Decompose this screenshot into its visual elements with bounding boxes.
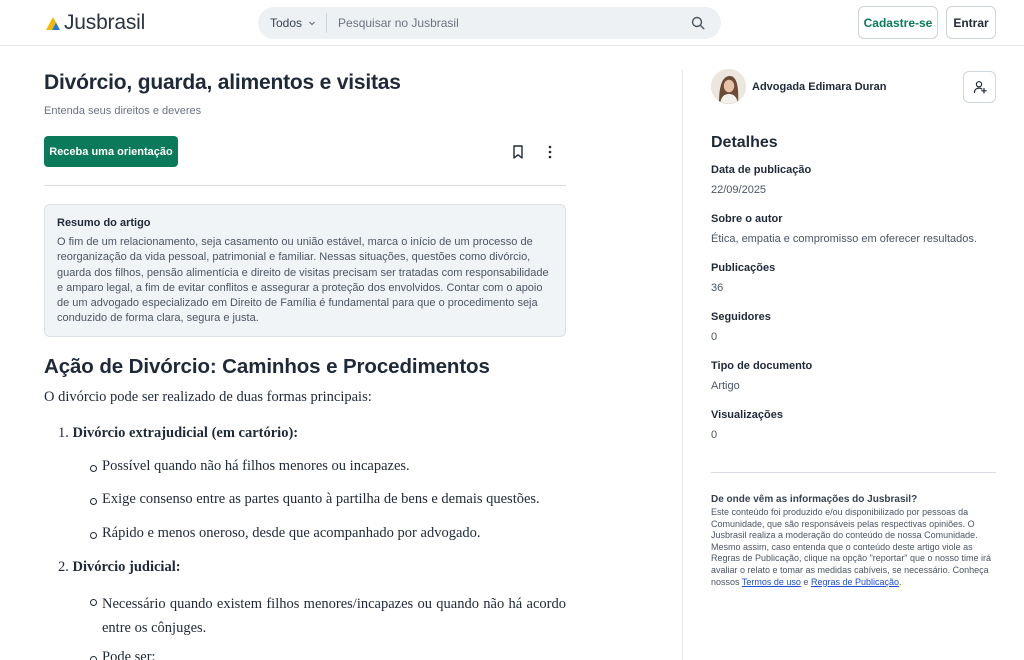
bullet-item: Possível quando não há filhos menores ou incapazes. [102,458,410,474]
search-input[interactable] [327,9,683,37]
info-connector: e [803,576,809,587]
details-title: Detalhes [711,134,778,151]
divider [44,185,566,186]
sidebar-divider [682,70,683,660]
top-header [0,0,1024,46]
get-guidance-button[interactable]: Receba uma orientação [44,136,178,167]
logo-text: Jusbrasil [64,11,146,34]
login-button[interactable]: Entrar [946,6,996,39]
logo-icon [44,14,62,32]
info-body: Este conteúdo foi produzido e/ou disponibilizado por pessoas da Comunidade, que são responsáveis pelas respectivas opiniões. O Jusbrasil realiza a moderação do conteúdo de nossa Comunidade. Mesmo assim, caso entenda que o conteúdo deste artigo viole as Regras de Publicação, clique na opção "reportar" que o nosso time irá avaliar o relato e tomar as medidas cabíveis, se necessário. Conheça nossos [711,507,992,587]
more-options-icon[interactable] [543,144,557,160]
article-subtitle: Entenda seus direitos e deveres [44,105,202,117]
list-item [58,559,181,576]
list-item-label: Divórcio judicial: [72,559,181,575]
summary-title: Resumo do artigo [57,217,151,229]
bullet-item: Rápido e menos oneroso, desde que acompanhado por advogado. [102,525,481,541]
search-button[interactable] [683,9,713,37]
detail-label: Sobre o autor [711,213,783,225]
detail-label: Data de publicação [711,164,812,176]
list-item-number: 2. [58,559,69,575]
bullet-item: Pode ser: [102,649,156,660]
bullet-item: Exige consenso entre as partes quanto à partilha de bens e demais questões. [102,491,540,507]
list-item [58,425,298,442]
detail-label: Tipo de documento [711,360,813,372]
jusbrasil-logo[interactable] [44,11,145,35]
search-scope-label: Todos [270,16,303,30]
detail-value: 0 [711,331,718,343]
search-icon [691,16,705,30]
detail-label: Publicações [711,262,776,274]
info-source-title: De onde vêm as informações do Jusbrasil? [711,494,918,505]
article-title: Divórcio, guarda, alimentos e visitas [44,71,401,94]
chevron-down-icon [308,19,316,27]
signup-button[interactable]: Cadastre-se [858,6,938,39]
detail-label: Seguidores [711,311,771,323]
follow-author-button[interactable] [963,71,996,103]
summary-text: O fim de um relacionamento, seja casamento ou união estável, marca o início de um processo de reorganização da vida pessoal, patrimonial e familiar. Nessas situações, questões como divórcio, guarda dos filhos, pensão alimentícia e direito de visitas precisam ser tratadas com responsabilidade e amparo legal, a fim de evitar conflitos e assegurar a proteção dos envolvidos. Contar com o apoio de um advogado especializado em Direito de Família é fundamental para que o procedimento seja conduzido de forma clara, segura e justa. [57,236,549,325]
intro-paragraph: O divórcio pode ser realizado de duas formas principais: [44,389,372,405]
terms-of-use-link[interactable]: Termos de uso [741,576,801,587]
detail-label: Visualizações [711,409,783,421]
detail-value: 22/09/2025 [711,184,767,196]
info-end: . [899,576,902,587]
author-avatar[interactable] [711,69,746,104]
author-name[interactable]: Advogada Edimara Duran [752,81,887,93]
search-scope-dropdown[interactable] [258,13,327,33]
divider [711,472,996,473]
detail-value: Ética, empatia e compromisso em oferecer resultados. [711,233,977,245]
add-user-icon [973,80,987,94]
section-heading: Ação de Divórcio: Caminhos e Procedimentos [44,355,490,378]
list-item-label: Divórcio extrajudicial (em cartório): [72,425,299,441]
detail-value: Artigo [711,380,740,392]
search-bar [258,7,721,39]
bookmark-icon[interactable] [511,144,525,160]
publication-rules-link[interactable]: Regras de Publicação [810,576,900,587]
bullet-item: Necessário quando existem filhos menores/incapazes ou quando não há acordo entre os cônjuges. [102,592,566,640]
info-source-text [711,507,996,588]
avatar-image [711,69,746,104]
list-item-number: 1. [58,425,69,441]
detail-value: 36 [711,282,724,294]
article-summary-box [44,204,566,337]
detail-value: 0 [711,429,718,441]
